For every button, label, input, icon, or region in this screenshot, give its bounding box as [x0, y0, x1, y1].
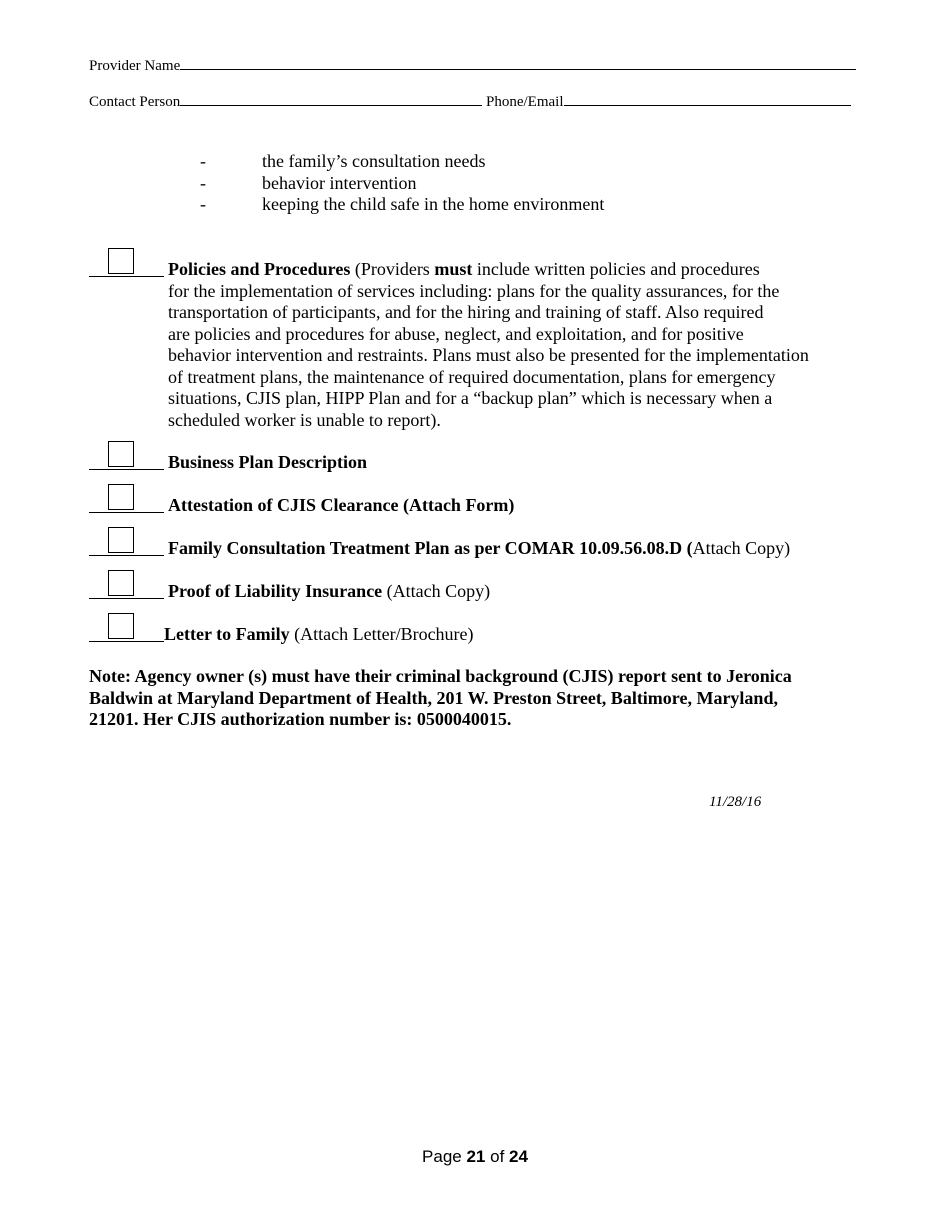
contact-person-label: Contact Person: [89, 94, 181, 110]
liability-item: [168, 581, 490, 603]
policies-line1-rest: include written policies and procedures: [472, 259, 760, 279]
policies-line: are policies and procedures for abuse, neglect, and exploitation, and for positive: [168, 323, 744, 344]
family-consultation-suffix: Attach Copy): [692, 538, 791, 558]
bullet-text: the family’s consultation needs: [262, 151, 486, 171]
policies-pre: (Providers: [350, 259, 435, 279]
checkbox-underline: [89, 276, 164, 277]
family-consultation-checkbox[interactable]: [108, 527, 134, 553]
policies-line: situations, CJIS plan, HIPP Plan and for a “backup plan” which is necessary when a: [168, 388, 773, 408]
business-plan-checkbox-area: [89, 440, 164, 470]
checkbox-underline: [89, 641, 164, 642]
page-word: Page: [422, 1147, 462, 1166]
provider-name-field[interactable]: [180, 56, 856, 70]
policies-item: [168, 259, 858, 431]
of-word: of: [490, 1147, 505, 1166]
current-page: 21: [466, 1147, 486, 1166]
revision-date: 11/28/16: [709, 794, 762, 810]
policies-checkbox[interactable]: [108, 248, 134, 274]
policies-line: for the implementation of services including: plans for the quality assurances, for the: [168, 280, 780, 301]
cjis-checkbox[interactable]: [108, 484, 134, 510]
liability-checkbox-area: [89, 569, 164, 599]
note-line: Note: Agency owner (s) must have their criminal background (CJIS) report sent to Jeronica: [89, 666, 792, 686]
letter-suffix: (Attach Letter/Brochure): [289, 624, 474, 644]
bullet-list: [200, 151, 604, 216]
family-consultation-title: Family Consultation Treatment Plan as per COMAR 10.09.56.08.D (: [168, 538, 693, 558]
total-pages: 24: [509, 1147, 528, 1166]
family-consultation-checkbox-area: [89, 526, 164, 556]
bullet-dash: -: [200, 194, 206, 215]
business-plan-title: Business Plan Description: [168, 452, 368, 472]
checkbox-underline: [89, 469, 164, 470]
policies-line: scheduled worker is unable to report).: [168, 409, 441, 430]
policies-line: of treatment plans, the maintenance of required documentation, plans for emergency: [168, 366, 776, 387]
phone-email-label: Phone/Email: [486, 94, 564, 110]
letter-item: [164, 624, 474, 646]
liability-suffix: (Attach Copy): [382, 581, 491, 601]
cjis-note: [89, 666, 859, 731]
list-item: [200, 151, 604, 173]
list-item: [200, 173, 604, 195]
contact-person-field[interactable]: [180, 92, 482, 106]
letter-title: Letter to Family: [164, 624, 290, 644]
provider-name-label: Provider Name: [89, 58, 181, 74]
bullet-dash: -: [200, 172, 206, 193]
policies-line: transportation of participants, and for the hiring and training of staff. Also required: [168, 302, 764, 322]
policies-title: Policies and Procedures: [168, 259, 351, 279]
note-line: 21201. Her CJIS authorization number is: 0500040015.: [89, 709, 512, 729]
policies-checkbox-area: [89, 247, 164, 277]
provider-name-row: [89, 56, 856, 75]
contact-row: [89, 92, 851, 111]
liability-checkbox[interactable]: [108, 570, 134, 596]
liability-title: Proof of Liability Insurance: [168, 581, 383, 601]
policies-line: behavior intervention and restraints. Plans must also be presented for the implementation: [168, 345, 809, 365]
checkbox-underline: [89, 555, 164, 556]
phone-email-field[interactable]: [564, 92, 851, 106]
cjis-checkbox-area: [89, 483, 164, 513]
business-plan-item: [168, 452, 367, 474]
family-consultation-item: [168, 538, 790, 560]
business-plan-checkbox[interactable]: [108, 441, 134, 467]
letter-checkbox-area: [89, 612, 164, 642]
bullet-text: behavior intervention: [262, 172, 417, 193]
cjis-title: Attestation of CJIS Clearance (Attach Form): [168, 495, 515, 515]
page-footer: [0, 1147, 950, 1167]
cjis-item: [168, 495, 514, 517]
checkbox-underline: [89, 598, 164, 599]
checkbox-underline: [89, 512, 164, 513]
letter-checkbox[interactable]: [108, 613, 134, 639]
bullet-dash: -: [200, 151, 206, 171]
policies-must: must: [434, 259, 473, 279]
bullet-text: keeping the child safe in the home environment: [262, 194, 605, 215]
note-line: Baldwin at Maryland Department of Health, 201 W. Preston Street, Baltimore, Maryland,: [89, 687, 778, 708]
list-item: [200, 194, 604, 216]
